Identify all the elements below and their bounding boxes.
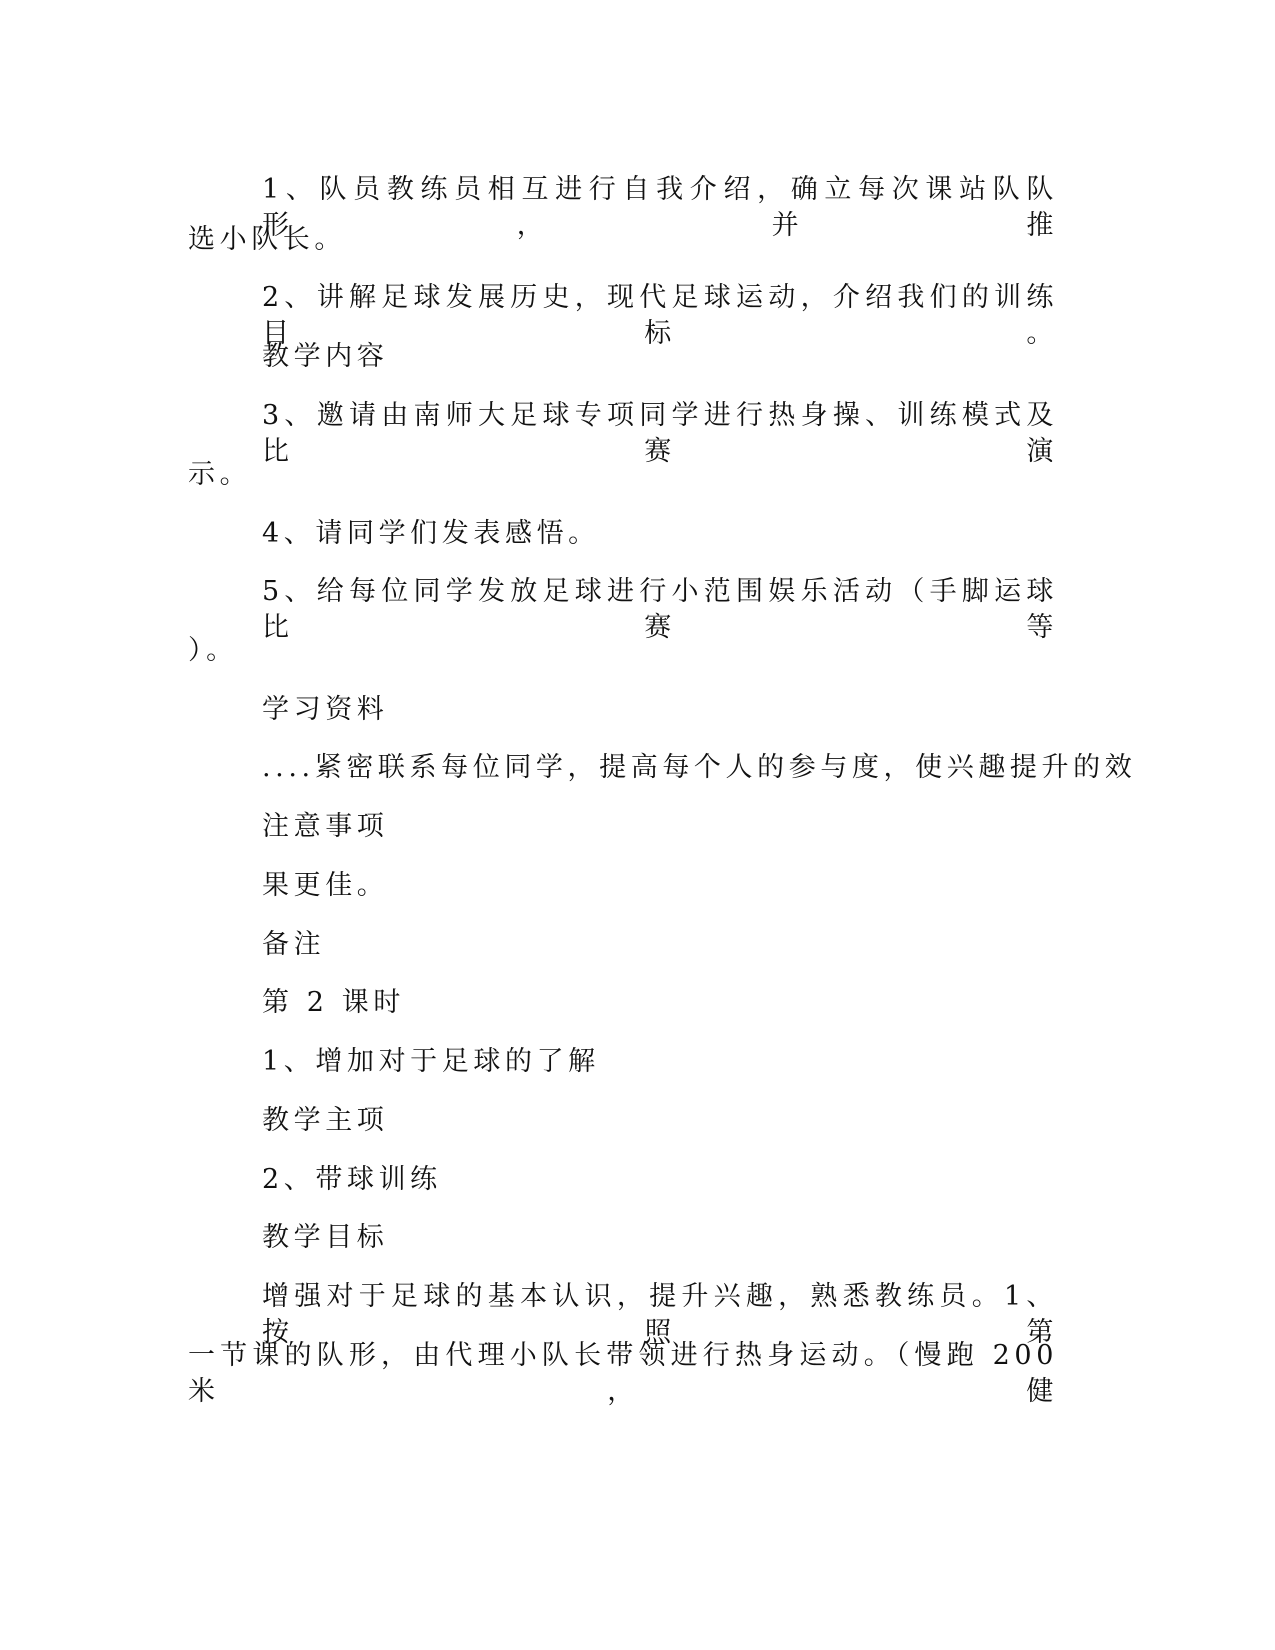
section-heading: 教学主项 [262, 1105, 389, 1136]
paragraph-line: 3、邀请由南师大足球专项同学进行热身操、训练模式及比赛演 [262, 400, 1058, 467]
lesson-heading: 第 2 课时 [262, 987, 405, 1018]
paragraph-line: 增强对于足球的基本认识，提升兴趣，熟悉教练员。1、按照第 [262, 1281, 1058, 1348]
paragraph-line: ）。 [188, 635, 238, 666]
paragraph-line: ....紧密联系每位同学，提高每个人的参与度，使兴趣提升的效 [262, 752, 1137, 783]
paragraph-line: 选小队长。 [188, 224, 346, 255]
paragraph-line: 果更佳。 [262, 870, 389, 901]
paragraph-line: 1、增加对于足球的了解 [262, 1046, 600, 1077]
paragraph-line: 示。 [188, 459, 252, 490]
paragraph-line: 一节课的队形，由代理小队长带领进行热身运动。（慢跑 200 米，健 [188, 1340, 1058, 1407]
section-heading: 注意事项 [262, 811, 389, 842]
section-heading: 备注 [262, 929, 326, 960]
paragraph-line: 1、队员教练员相互进行自我介绍，确立每次课站队队形，并推 [262, 174, 1058, 241]
paragraph-line: 2、讲解足球发展历史，现代足球运动，介绍我们的训练目标。 [262, 282, 1058, 349]
section-heading: 学习资料 [262, 694, 389, 725]
paragraph-line: 2、带球训练 [262, 1164, 442, 1195]
section-heading: 教学内容 [262, 341, 389, 372]
paragraph-line: 5、给每位同学发放足球进行小范围娱乐活动（手脚运球比赛等 [262, 576, 1058, 643]
paragraph-line: 4、请同学们发表感悟。 [262, 518, 600, 549]
section-heading: 教学目标 [262, 1222, 389, 1253]
